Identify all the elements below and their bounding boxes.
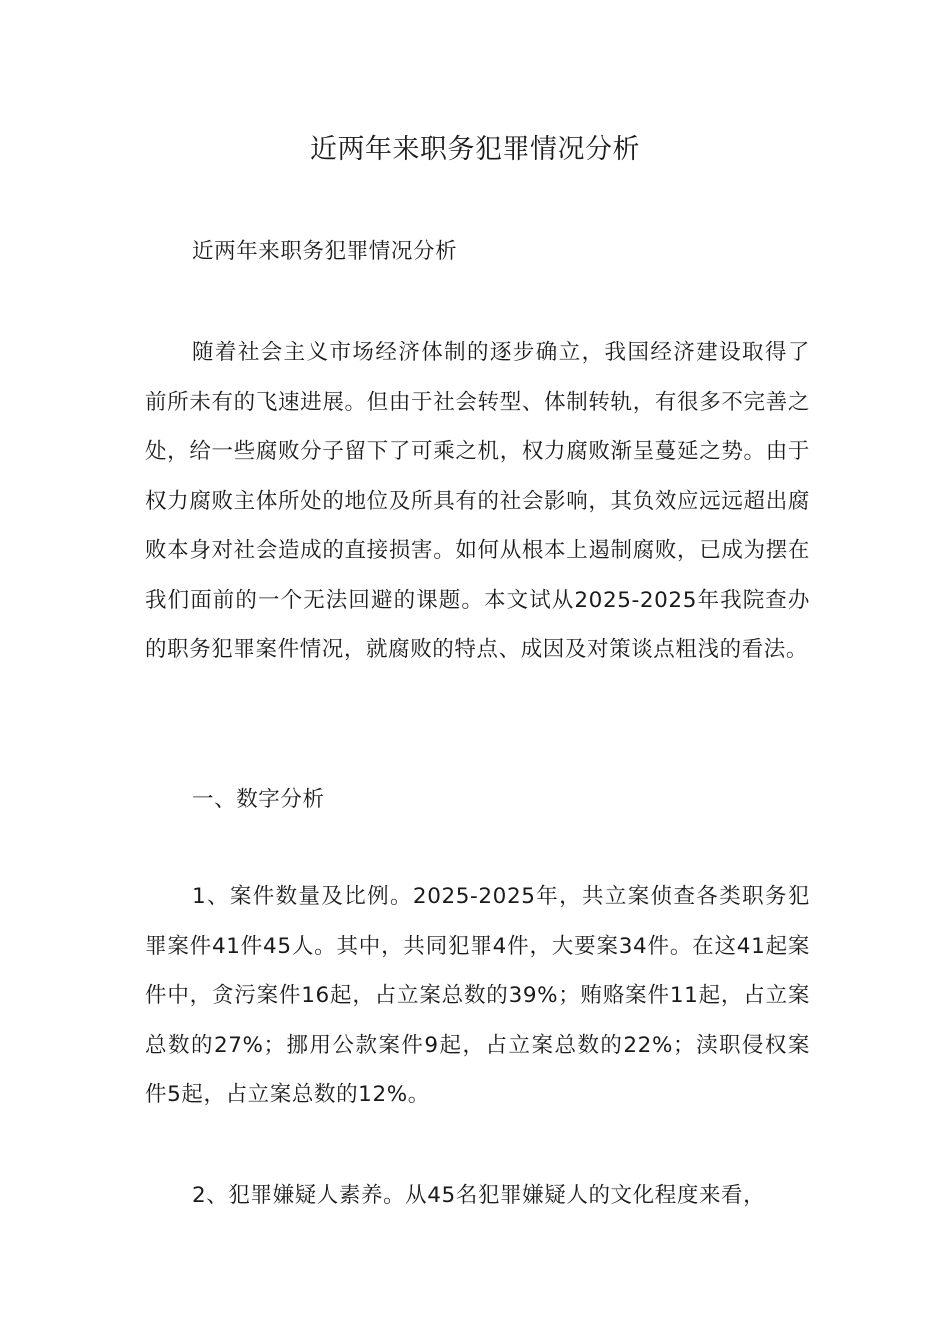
intro-paragraph: 随着社会主义市场经济体制的逐步确立，我国经济建设取得了前所未有的飞速进展。但由于社会转型、体制转轨，有很多不完善之处，给一些腐败分子留下了可乘之机，权力腐败渐呈蔓延之势。由于权力腐败主体所处的地位及所具有的社会影响，其负效应远远超出腐败本身对社会造成的直接损害。如何从根本上遏制腐败，已成为摆在我们面前的一个无法回避的课题。本文试从2025-2025年我院查办的职务犯罪案件情况，就腐败的特点、成因及对策谈点粗浅的看法。	[145, 340, 810, 662]
document-subtitle: 近两年来职务犯罪情况分析	[192, 239, 458, 264]
section-heading-numeric-analysis: 一、数字分析	[192, 787, 325, 812]
case-count-paragraph: 1、案件数量及比例。2025-2025年，共立案侦查各类职务犯罪案件41件45人。其中，共同犯罪4件，大要案34件。在这41起案件中，贪污案件16起，占立案总数的39%；贿赂案件11起，占立案总数的27%；挪用公款案件9起，占立案总数的22%；渎职侵权案件5起，占立案总数的12%。	[145, 884, 810, 1107]
suspect-profile-paragraph: 2、犯罪嫌疑人素养。从45名犯罪嫌疑人的文化程度来看，	[192, 1183, 766, 1208]
document-title: 近两年来职务犯罪情况分析	[310, 134, 640, 165]
